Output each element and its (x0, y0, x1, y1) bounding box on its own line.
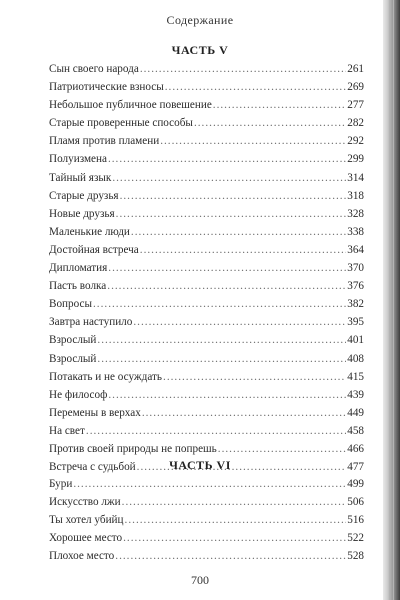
toc-leader-dots (108, 150, 346, 168)
toc-entry (49, 259, 364, 277)
toc-entry-title: Дипломатия (49, 262, 108, 275)
toc-leader-dots (133, 313, 346, 331)
toc-entry-title: Патриотические взносы (49, 81, 164, 94)
toc-entry (49, 223, 364, 241)
toc-leader-dots (218, 440, 346, 458)
toc-entry (49, 241, 364, 259)
toc-entry-title: Старые проверенные способы (49, 117, 193, 130)
toc-entry-page: 466 (347, 442, 364, 455)
toc-entry-page: 449 (347, 406, 364, 419)
toc-entry-title: Сын своего народа (49, 63, 139, 75)
toc-entry-page: 282 (347, 117, 364, 130)
toc-entry-page: 499 (347, 478, 364, 490)
toc-leader-dots (165, 78, 346, 96)
toc-leader-dots (213, 96, 346, 114)
toc-entry (49, 386, 364, 404)
toc-leader-dots (97, 331, 346, 349)
toc-entry (49, 132, 364, 150)
page-number: 700 (191, 573, 209, 587)
toc-entry (49, 60, 364, 78)
toc-entry-title: Против своей природы не попрешь (49, 442, 217, 455)
toc-entry-title: Встреча с судьбой (49, 461, 136, 474)
toc-entry (49, 422, 364, 440)
toc-list-part-vi (49, 475, 364, 565)
toc-entry-page: 408 (347, 352, 364, 365)
toc-entry-title: Вопросы (49, 298, 92, 311)
toc-entry (49, 295, 364, 313)
book-edge-shadow (383, 0, 400, 600)
toc-entry-title: Ты хотел убийц (49, 514, 124, 527)
toc-leader-dots (140, 241, 346, 259)
toc-leader-dots (108, 259, 346, 277)
toc-entry (49, 529, 364, 547)
toc-entry-title: Полуизмена (49, 153, 107, 166)
part-title-v: ЧАСТЬ V (171, 43, 229, 57)
toc-entry-title: Искусство лжи (49, 496, 121, 509)
toc-entry (49, 404, 364, 422)
toc-entry-title: Маленькие люди (49, 225, 130, 238)
toc-entry-page: 522 (347, 532, 364, 545)
toc-entry (49, 493, 364, 511)
toc-entry (49, 440, 364, 458)
toc-entry-title: Новые друзья (49, 207, 115, 220)
toc-leader-dots (93, 295, 346, 313)
toc-entry (49, 78, 364, 96)
toc-leader-dots (122, 493, 347, 511)
toc-leader-dots (163, 368, 346, 386)
toc-entry (49, 187, 364, 205)
toc-entry-page: 401 (347, 334, 364, 347)
toc-leader-dots (73, 475, 346, 493)
toc-leader-dots (97, 350, 346, 368)
toc-entry-page: 269 (347, 81, 364, 94)
page-edge-line (389, 0, 390, 600)
toc-leader-dots (123, 529, 346, 547)
toc-entry-title: Бури (49, 478, 73, 490)
toc-entry (49, 475, 364, 493)
toc-entry-page: 528 (347, 550, 364, 563)
toc-entry-page: 477 (347, 461, 364, 474)
toc-entry-title: Хорошее место (49, 532, 123, 545)
toc-entry-page: 506 (347, 496, 364, 509)
toc-entry-title: Тайный язык (49, 171, 112, 184)
toc-entry-page: 328 (347, 207, 364, 220)
toc-entry-page: 299 (347, 153, 364, 166)
part-title-vi: ЧАСТЬ VI (169, 458, 231, 472)
toc-leader-dots (112, 169, 346, 187)
toc-leader-dots (194, 114, 346, 132)
toc-list-part-v (49, 60, 364, 476)
toc-entry-title: Небольшое публичное повешение (49, 99, 212, 112)
toc-entry (49, 150, 364, 168)
toc-entry-title: Старые друзья (49, 189, 119, 202)
toc-entry (49, 313, 364, 331)
toc-entry-page: 314 (347, 171, 364, 184)
toc-entry-title: На свет (49, 424, 85, 437)
toc-leader-dots (140, 60, 346, 78)
toc-leader-dots (116, 205, 347, 223)
toc-entry-page: 261 (347, 63, 364, 75)
toc-entry-title: Достойная встреча (49, 243, 139, 256)
toc-leader-dots (142, 404, 346, 422)
toc-entry-title: Взрослый (49, 352, 97, 365)
toc-entry-page: 516 (347, 514, 364, 527)
toc-leader-dots (86, 422, 346, 440)
toc-entry-page: 395 (347, 316, 364, 329)
running-head: Содержание (166, 13, 234, 27)
toc-entry-page: 376 (347, 280, 364, 293)
toc-entry (49, 114, 364, 132)
toc-entry-title: Перемены в верхах (49, 406, 141, 419)
toc-entry-page: 415 (347, 370, 364, 383)
toc-entry-page: 318 (347, 189, 364, 202)
toc-leader-dots (107, 277, 346, 295)
toc-entry (49, 169, 364, 187)
toc-entry-page: 439 (347, 388, 364, 401)
toc-entry (49, 331, 364, 349)
toc-entry-page: 458 (347, 424, 364, 437)
toc-entry-page: 338 (347, 225, 364, 238)
toc-entry (49, 368, 364, 386)
toc-entry-title: Не философ (49, 388, 108, 401)
toc-entry (49, 547, 364, 565)
toc-entry (49, 96, 364, 114)
toc-entry-page: 292 (347, 135, 364, 148)
toc-entry (49, 277, 364, 295)
toc-entry-title: Пламя против пламени (49, 135, 160, 148)
toc-leader-dots (131, 223, 346, 241)
toc-entry-page: 364 (347, 243, 364, 256)
toc-leader-dots (108, 386, 346, 404)
toc-entry-title: Потакать и не осуждать (49, 370, 163, 383)
toc-entry-title: Взрослый (49, 334, 97, 347)
toc-entry-page: 277 (347, 99, 364, 112)
toc-entry (49, 205, 364, 223)
toc-entry-page: 382 (347, 298, 364, 311)
toc-leader-dots (160, 132, 346, 150)
page-edge-line (393, 0, 394, 600)
toc-leader-dots (120, 187, 347, 205)
toc-entry (49, 511, 364, 529)
toc-entry-title: Плохое место (49, 550, 115, 563)
toc-entry-title: Пасть волка (49, 280, 107, 293)
toc-entry (49, 350, 364, 368)
toc-leader-dots (115, 547, 346, 565)
toc-leader-dots (125, 511, 347, 529)
toc-entry-page: 370 (347, 262, 364, 275)
toc-entry-title: Завтра наступило (49, 316, 133, 329)
